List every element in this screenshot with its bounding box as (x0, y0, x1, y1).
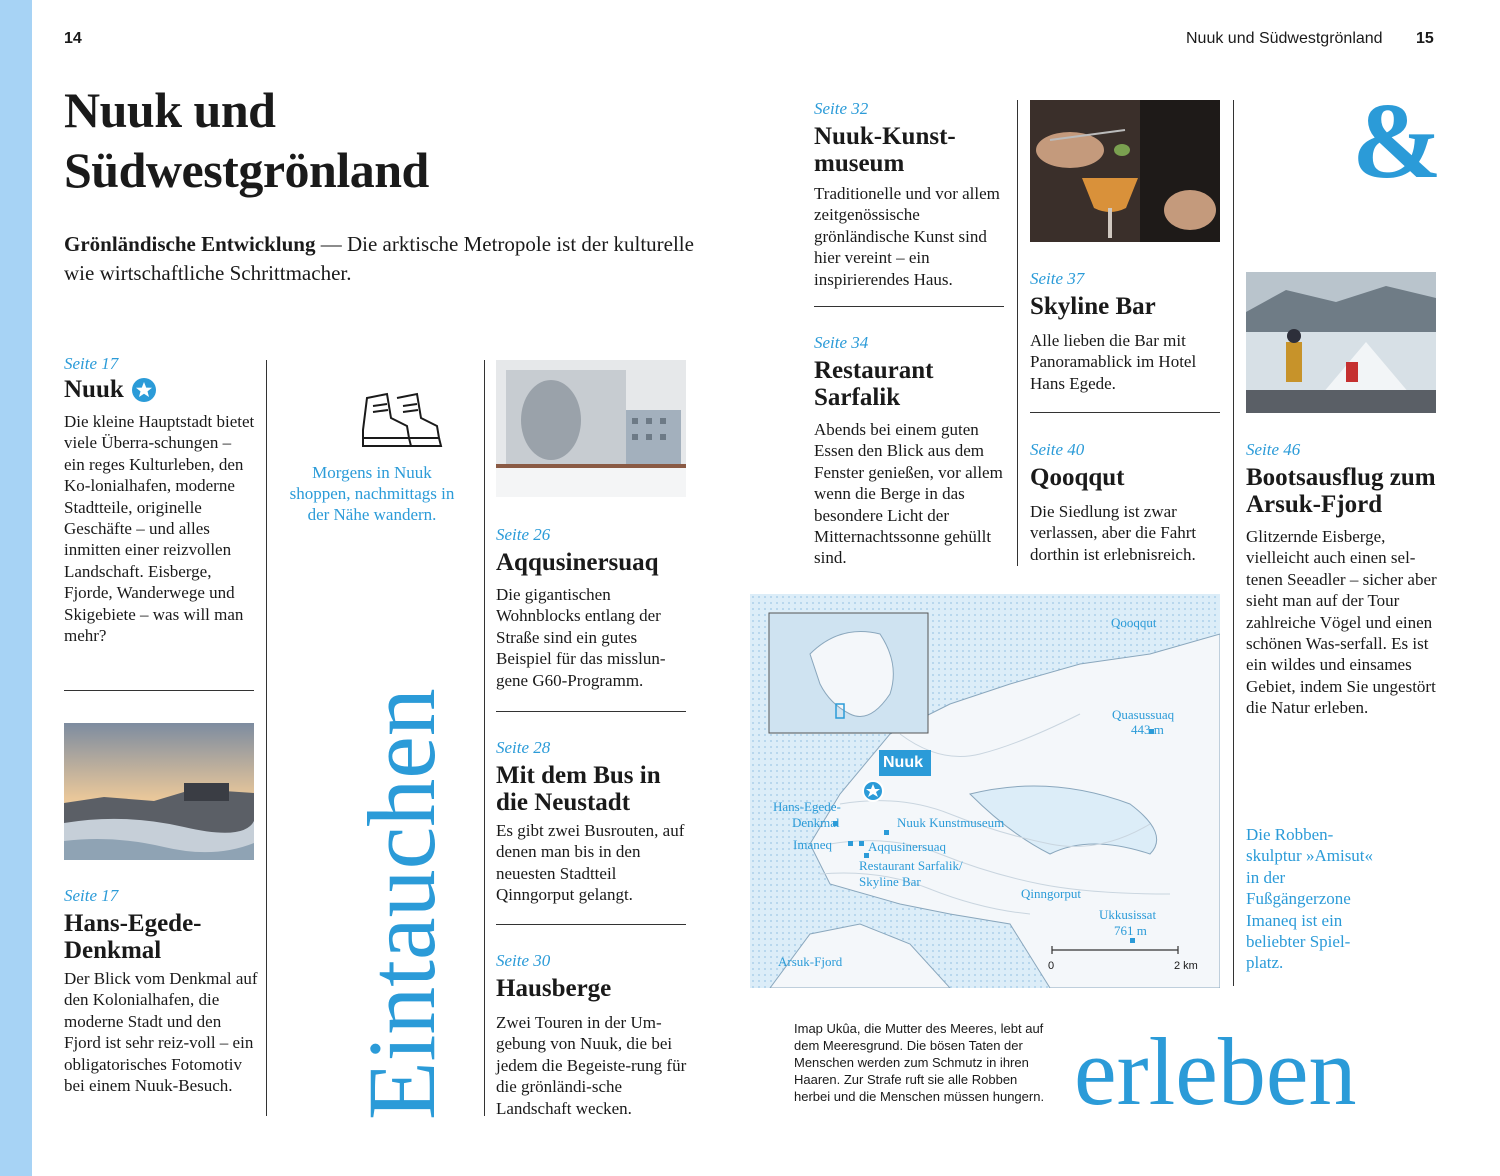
entry-bus (496, 738, 692, 906)
entry-hans-egede (64, 886, 260, 1096)
entry-page-ref: Seite 46 (1246, 440, 1301, 459)
entry-title: Skyline Bar (1030, 293, 1156, 320)
intro-text (64, 230, 704, 288)
vertical-word-eintauchen: Eintauchen (348, 688, 455, 1120)
entry-text: Die kleine Hauptstadt bietet viele Überra-schungen – ein reges Kulturleben, den Ko-lonialhafen, moderne Stadtteile, originelle Geschäfte – und alles inmitten einer reizvollen Landschaft. Eisberge, Fjorde, Wanderwege und Skigebiete – was will man mehr? (64, 412, 255, 646)
entry-title: Qooqqut (1030, 464, 1125, 491)
entry-hausberge (496, 951, 692, 1119)
map-label-quasussuaq: Quasussuaq (1112, 707, 1175, 722)
entry-title: Mit dem Bus in die Neustadt (496, 762, 661, 816)
divider (496, 924, 686, 925)
entry-text: Der Blick vom Denkmal auf den Kolonialhafen, die moderne Stadt und den Fjord ist sehr reiz-voll – ein obligatorisches Fotomotiv bei einem Nuuk-Besuch. (64, 969, 258, 1096)
map-label-ukkusissat: Ukkusissat (1099, 907, 1157, 922)
photo-hans-egede (64, 723, 254, 860)
title-line-1: Nuuk und (64, 82, 276, 138)
word-erleben: erleben (1074, 1018, 1357, 1125)
entry-title (64, 376, 256, 403)
left-page-number: 14 (64, 30, 82, 47)
column-rule (1233, 100, 1234, 986)
entry-page-ref: Seite 26 (496, 525, 551, 544)
map-label-qinngorput: Qinngorput (1021, 886, 1081, 901)
entry-page-ref: Seite 17 (64, 354, 119, 373)
robben-tip: Die Robben-skulptur »Amisut« in der Fußgängerzone Imaneq ist ein beliebter Spiel-platz. (1246, 825, 1374, 973)
divider (1030, 412, 1220, 413)
entry-text: Die gigantischen Wohnblocks entlang der Straße sind ein gutes Beispiel für das misslun-gene G60-Programm. (496, 585, 666, 690)
entry-title: Nuuk-Kunst-museum (814, 123, 956, 177)
entry-page-ref: Seite 17 (64, 886, 119, 905)
divider (496, 711, 686, 712)
entry-restaurant (814, 333, 1006, 569)
entry-title: Bootsausflug zum Arsuk-Fjord (1246, 464, 1436, 518)
column-rule (266, 360, 267, 1116)
morning-tip: Morgens in Nuuk shoppen, nachmittags in der Nähe wandern. (289, 463, 455, 524)
area-map (750, 594, 1220, 988)
page-edge-stripe (0, 0, 32, 1176)
entry-text: Traditionelle und vor allem zeitgenössische grönländische Kunst sind hier vereint – ein inspirierendes Haus. (814, 184, 1000, 289)
divider (814, 306, 1004, 307)
scale-two-km: 2 km (1174, 960, 1198, 972)
entry-aqqusinersuaq (496, 525, 692, 691)
column-rule (484, 360, 485, 1116)
hiking-boots-icon (357, 390, 457, 452)
entry-text: Es gibt zwei Busrouten, auf denen man bis in den neuesten Stadtteil Qinngorput gelangt. (496, 821, 685, 905)
entry-text: Glitzernde Eisberge, vielleicht auch einen sel-tenen Seeadler – sicher aber sieht man auf der Tour zahlreiche Vögel und einen schönen Was-serfall. Es ist ein wildes und einsames Gebiet, indem Sie ungestört die Natur erleben. (1246, 527, 1437, 718)
entry-nuuk (64, 354, 256, 646)
divider (64, 690, 254, 691)
map-label-aqqusinersuaq: Aqqusinersuaq (868, 839, 946, 854)
map-label-hans-egede: Hans-Egede- (773, 799, 841, 814)
entry-text: Zwei Touren in der Um-gebung von Nuuk, die bei jedem die Begeiste-rung für die grönländi-sche Landschaft wecken. (496, 1013, 687, 1118)
intro-lead: Grönländische Entwicklung (64, 232, 316, 256)
entry-title: Restaurant Sarfalik (814, 357, 934, 411)
column-rule (1017, 100, 1018, 566)
star-icon (132, 378, 156, 402)
entry-text: Alle lieben die Bar mit Panoramablick im Hotel Hans Egede. (1030, 331, 1197, 393)
ampersand: & (1352, 82, 1442, 201)
photo-boat-trip (1246, 272, 1436, 413)
map-label-arsuk-fjord: Arsuk-Fjord (778, 954, 843, 969)
photo-aqqusinersuaq (496, 360, 686, 497)
entry-page-ref: Seite 30 (496, 951, 551, 970)
entry-title: Hans-Egede-Denkmal (64, 910, 202, 964)
entry-text: Abends bei einem guten Essen den Blick aus dem Fenster genießen, vor allem wenn die Berge in das besondere Licht der Mitternachtssonne gehüllt sind. (814, 420, 1003, 568)
title-line-2: Südwestgrönland (64, 142, 429, 198)
entry-bootsausflug (1246, 440, 1442, 719)
photo-skyline-bar (1030, 100, 1220, 242)
entry-skyline-bar (1030, 269, 1222, 394)
map-label-imaneq: Imaneq (793, 837, 832, 852)
map-label-hans-egede-2: Denkmal (792, 815, 840, 830)
map-label-ukkusissat-height: 761 m (1114, 923, 1147, 938)
map-label-skyline-bar: Skyline Bar (859, 874, 921, 889)
entry-page-ref: Seite 40 (1030, 440, 1085, 459)
entry-title: Aqqusinersuaq (496, 549, 659, 576)
map-label-nuuk: Nuuk (883, 754, 923, 771)
entry-page-ref: Seite 32 (814, 99, 869, 118)
image-caption: Imap Ukûa, die Mutter des Meeres, lebt auf dem Meeresgrund. Die bösen Taten der Menschen werden zum Schmutz in ihren Haaren. Zur Strafe ruft sie alle Robben herbei und die Menschen müssen hungern. (794, 1021, 1045, 1104)
map-label-quasussuaq-height: 443 m (1131, 722, 1164, 737)
entry-title-text: Nuuk (64, 376, 124, 403)
entry-text: Die Siedlung ist zwar verlassen, aber die Fahrt dorthin ist erlebnisreich. (1030, 502, 1197, 564)
page-title (64, 80, 624, 200)
entry-page-ref: Seite 28 (496, 738, 551, 757)
intro-body: — Die arktische Metropole ist der kulturelle wie wirtschaftliche Schrittmacher. (64, 232, 694, 285)
entry-title: Hausberge (496, 975, 612, 1002)
scale-zero: 0 (1048, 960, 1055, 972)
running-head: Nuuk und Südwestgrönland (1186, 30, 1383, 47)
entry-qooqqut (1030, 440, 1222, 565)
entry-page-ref: Seite 34 (814, 333, 869, 352)
map-label-restaurant: Restaurant Sarfalik/ (859, 858, 963, 873)
entry-page-ref: Seite 37 (1030, 269, 1085, 288)
map-label-kunstmuseum: Nuuk Kunstmuseum (897, 815, 1005, 830)
entry-kunstmuseum (814, 99, 1004, 290)
map-label-qooqqut: Qooqqut (1111, 615, 1157, 630)
right-page-number: 15 (1416, 30, 1434, 47)
